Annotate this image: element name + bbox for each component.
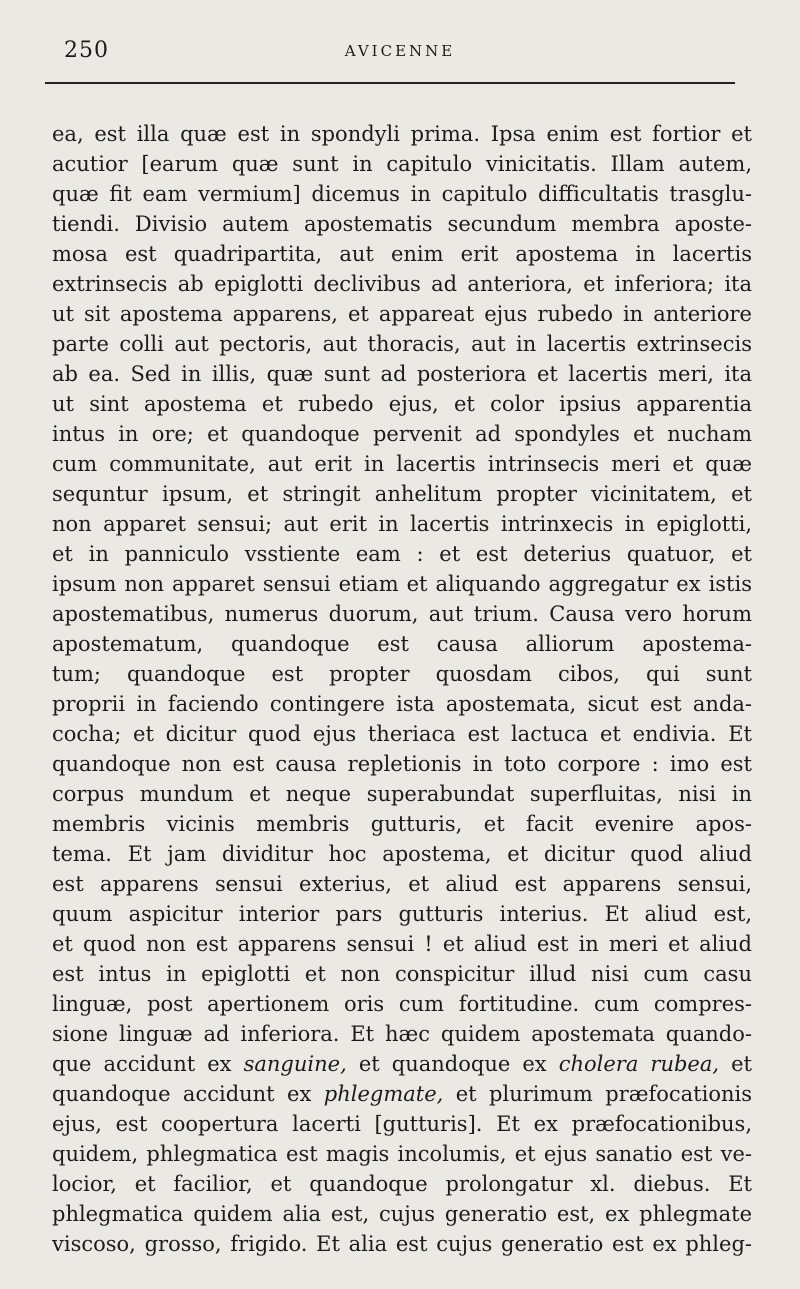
text-segment: parte colli aut pectoris, aut thoracis, aut in lacertis extrinsecis	[52, 332, 752, 356]
header-rule	[45, 82, 735, 84]
text-line	[52, 119, 752, 149]
text-segment: viscoso, grosso, frigido. Et alia est cujus generatio est ex phleg-	[52, 1232, 752, 1256]
text-line	[52, 449, 752, 479]
italic-text: sanguine,	[243, 1052, 347, 1076]
text-line	[52, 269, 752, 299]
text-segment: ipsum non apparet sensui etiam et aliquando aggregatur ex istis	[52, 572, 752, 596]
text-segment: tema. Et jam dividitur hoc apostema, et dicitur quod aliud	[52, 842, 752, 866]
text-line	[52, 689, 752, 719]
text-line	[52, 779, 752, 809]
text-segment: tiendi. Divisio autem apostematis secundum membra aposte-	[52, 212, 752, 236]
text-line	[52, 239, 752, 269]
italic-text: phlegmate,	[323, 1082, 444, 1106]
text-line	[52, 839, 752, 869]
text-line	[52, 359, 752, 389]
text-segment: ea, est illa quæ est in spondyli prima. Ipsa enim est fortior et	[52, 122, 752, 146]
running-head: AVICENNE	[344, 42, 456, 60]
text-line	[52, 1199, 752, 1229]
page-number: 250	[64, 38, 109, 63]
text-segment: apostematum, quandoque est causa alliorum apostema-	[52, 632, 752, 656]
text-line	[52, 1049, 752, 1079]
text-segment: corpus mundum et neque superabundat superfluitas, nisi in	[52, 782, 752, 806]
text-segment: proprii in faciendo contingere ista apostemata, sicut est anda-	[52, 692, 752, 716]
text-line	[52, 389, 752, 419]
text-segment: membris vicinis membris gutturis, et facit evenire apos-	[52, 812, 752, 836]
text-line	[52, 599, 752, 629]
text-line	[52, 1019, 752, 1049]
text-segment: est apparens sensui exterius, et aliud est apparens sensui,	[52, 872, 752, 896]
text-segment: quandoque non est causa repletionis in toto corpore : imo est	[52, 752, 752, 776]
text-line	[52, 959, 752, 989]
text-line	[52, 719, 752, 749]
italic-text: cholera rubea,	[558, 1052, 720, 1076]
text-line	[52, 659, 752, 689]
text-line	[52, 329, 752, 359]
body-text	[52, 119, 752, 1259]
text-line	[52, 1079, 752, 1109]
text-segment: ab ea. Sed in illis, quæ sunt ad posteriora et lacertis meri, ita	[52, 362, 752, 386]
text-line	[52, 149, 752, 179]
text-segment: et quandoque ex	[346, 1052, 559, 1076]
text-segment: quæ fit eam vermium] dicemus in capitulo difficultatis trasglu-	[52, 182, 752, 206]
text-line	[52, 419, 752, 449]
text-segment: intus in ore; et quandoque pervenit ad spondyles et nucham	[52, 422, 752, 446]
text-segment: et plurimum præfocationis	[443, 1082, 752, 1106]
text-line	[52, 869, 752, 899]
text-line	[52, 209, 752, 239]
text-line	[52, 179, 752, 209]
text-segment: sequntur ipsum, et stringit anhelitum propter vicinitatem, et	[52, 482, 752, 506]
text-segment: que accidunt ex	[52, 1052, 244, 1076]
text-line	[52, 509, 752, 539]
text-line	[52, 1169, 752, 1199]
text-line	[52, 989, 752, 1019]
text-line	[52, 929, 752, 959]
text-line	[52, 479, 752, 509]
text-segment: ejus, est coopertura lacerti [gutturis]. Et ex præfocationibus,	[52, 1112, 752, 1136]
text-segment: et	[719, 1052, 752, 1076]
text-segment: est intus in epiglotti et non conspicitur illud nisi cum casu	[52, 962, 752, 986]
text-line	[52, 899, 752, 929]
text-segment: ut sit apostema apparens, et appareat ejus rubedo in anteriore	[52, 302, 752, 326]
text-segment: acutior [earum quæ sunt in capitulo vinicitatis. Illam autem,	[52, 152, 752, 176]
text-line	[52, 1139, 752, 1169]
text-line	[52, 569, 752, 599]
text-segment: locior, et facilior, et quandoque prolongatur xl. diebus. Et	[52, 1172, 752, 1196]
text-line	[52, 1109, 752, 1139]
text-segment: cocha; et dicitur quod ejus theriaca est lactuca et endivia. Et	[52, 722, 752, 746]
text-line	[52, 629, 752, 659]
text-segment: mosa est quadripartita, aut enim erit apostema in lacertis	[52, 242, 752, 266]
text-segment: extrinsecis ab epiglotti declivibus ad anteriora, et inferiora; ita	[52, 272, 752, 296]
text-line	[52, 539, 752, 569]
text-segment: ut sint apostema et rubedo ejus, et color ipsius apparentia	[52, 392, 752, 416]
text-segment: non apparet sensui; aut erit in lacertis intrinxecis in epiglotti,	[52, 512, 752, 536]
text-segment: et in panniculo vsstiente eam : et est deterius quatuor, et	[52, 542, 752, 566]
text-segment: quidem, phlegmatica est magis incolumis, et ejus sanatio est ve-	[52, 1142, 752, 1166]
text-segment: linguæ, post apertionem oris cum fortitudine. cum compres-	[52, 992, 752, 1016]
text-segment: cum communitate, aut erit in lacertis intrinsecis meri et quæ	[52, 452, 752, 476]
text-segment: phlegmatica quidem alia est, cujus generatio est, ex phlegmate	[52, 1202, 752, 1226]
text-segment: sione linguæ ad inferiora. Et hæc quidem apostemata quando-	[52, 1022, 752, 1046]
text-line	[52, 299, 752, 329]
text-segment: quum aspicitur interior pars gutturis interius. Et aliud est,	[52, 902, 752, 926]
text-line	[52, 749, 752, 779]
text-segment: et quod non est apparens sensui ! et aliud est in meri et aliud	[52, 932, 752, 956]
text-line	[52, 1229, 752, 1259]
text-segment: apostematibus, numerus duorum, aut trium. Causa vero horum	[52, 602, 752, 626]
text-line	[52, 809, 752, 839]
text-segment: quandoque accidunt ex	[52, 1082, 324, 1106]
text-segment: tum; quandoque est propter quosdam cibos, qui sunt	[52, 662, 752, 686]
